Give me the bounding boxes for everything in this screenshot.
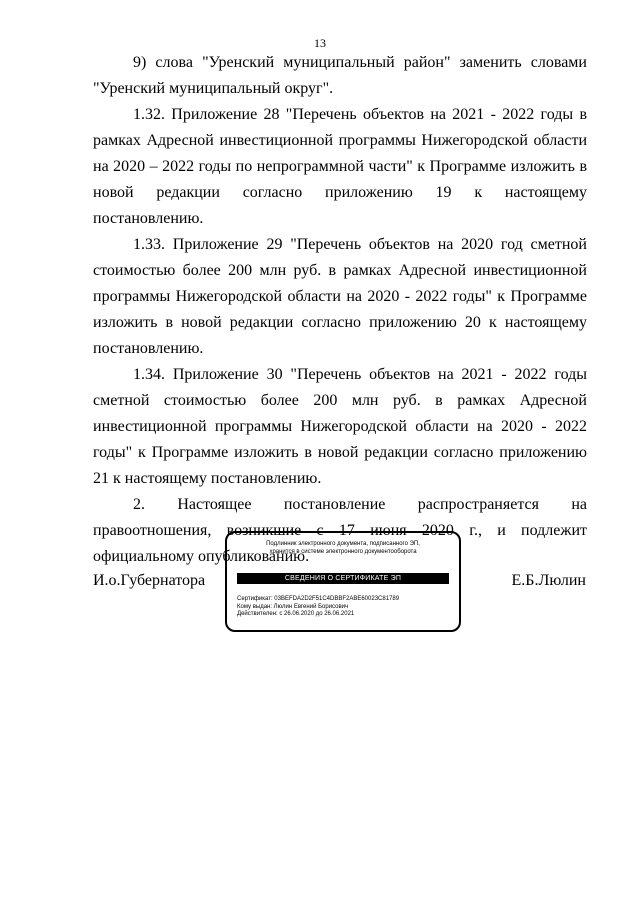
electronic-signature-stamp <box>225 531 461 632</box>
paragraph-2: 2. Настоящее постановление распространяется на правоотношения, возникшие с 17 июня 2020 г., и подлежит официальному опубликованию. <box>93 496 587 565</box>
stamp-title: СВЕДЕНИЯ О СЕРТИФИКАТЕ ЭП <box>237 573 449 584</box>
paragraph-1-33: 1.33. Приложение 29 "Перечень объектов на 2020 год сметной стоимостью более 200 млн руб. в рамках Адресной инвестиционной программы Нижегородской области на 2020 - 2022 годы" к Программе изложить в новой редакции согласно приложению 20 к настоящему постановлению. <box>93 236 587 357</box>
body-text <box>93 50 587 570</box>
stamp-issued-to: Кому выдан: Люлин Евгений Борисович <box>237 603 349 610</box>
stamp-header <box>235 541 451 556</box>
page-number: 13 <box>314 36 326 50</box>
paragraph-1-32: 1.32. Приложение 28 "Перечень объектов на 2021 - 2022 годы в рамках Адресной инвестиционной программы Нижегородской области на 2020 – 2022 годы по непрограммной части" к Программе изложить в новой редакции согласно приложению 19 к настоящему постановлению. <box>93 106 587 227</box>
signatory-name: Е.Б.Люлин <box>511 572 586 589</box>
stamp-validity: Действителен: с 26.06.2020 до 26.06.2021 <box>237 611 355 617</box>
signatory-position: И.о.Губернатора <box>93 572 206 589</box>
stamp-header-line: хранится в системе электронного документооборота <box>269 548 417 555</box>
stamp-details <box>237 596 449 619</box>
stamp-header-line: Подлинник электронного документа, подписанного ЭП, <box>266 541 420 547</box>
paragraph-1-34: 1.34. Приложение 30 "Перечень объектов на 2021 - 2022 годы сметной стоимостью более 200 млн руб. в рамках Адресной инвестиционной программы Нижегородской области на 2020 - 2022 годы" к Программе изложить в новой редакции согласно приложению 21 к настоящему постановлению. <box>93 366 587 487</box>
paragraph-item-9: 9) слова "Уренский муниципальный район" заменить словами "Уренский муниципальный округ". <box>93 54 587 97</box>
stamp-certificate: Сертификат: 03BEFDA2D2F51C4DBBF2ABE60023C81789 <box>237 596 400 602</box>
